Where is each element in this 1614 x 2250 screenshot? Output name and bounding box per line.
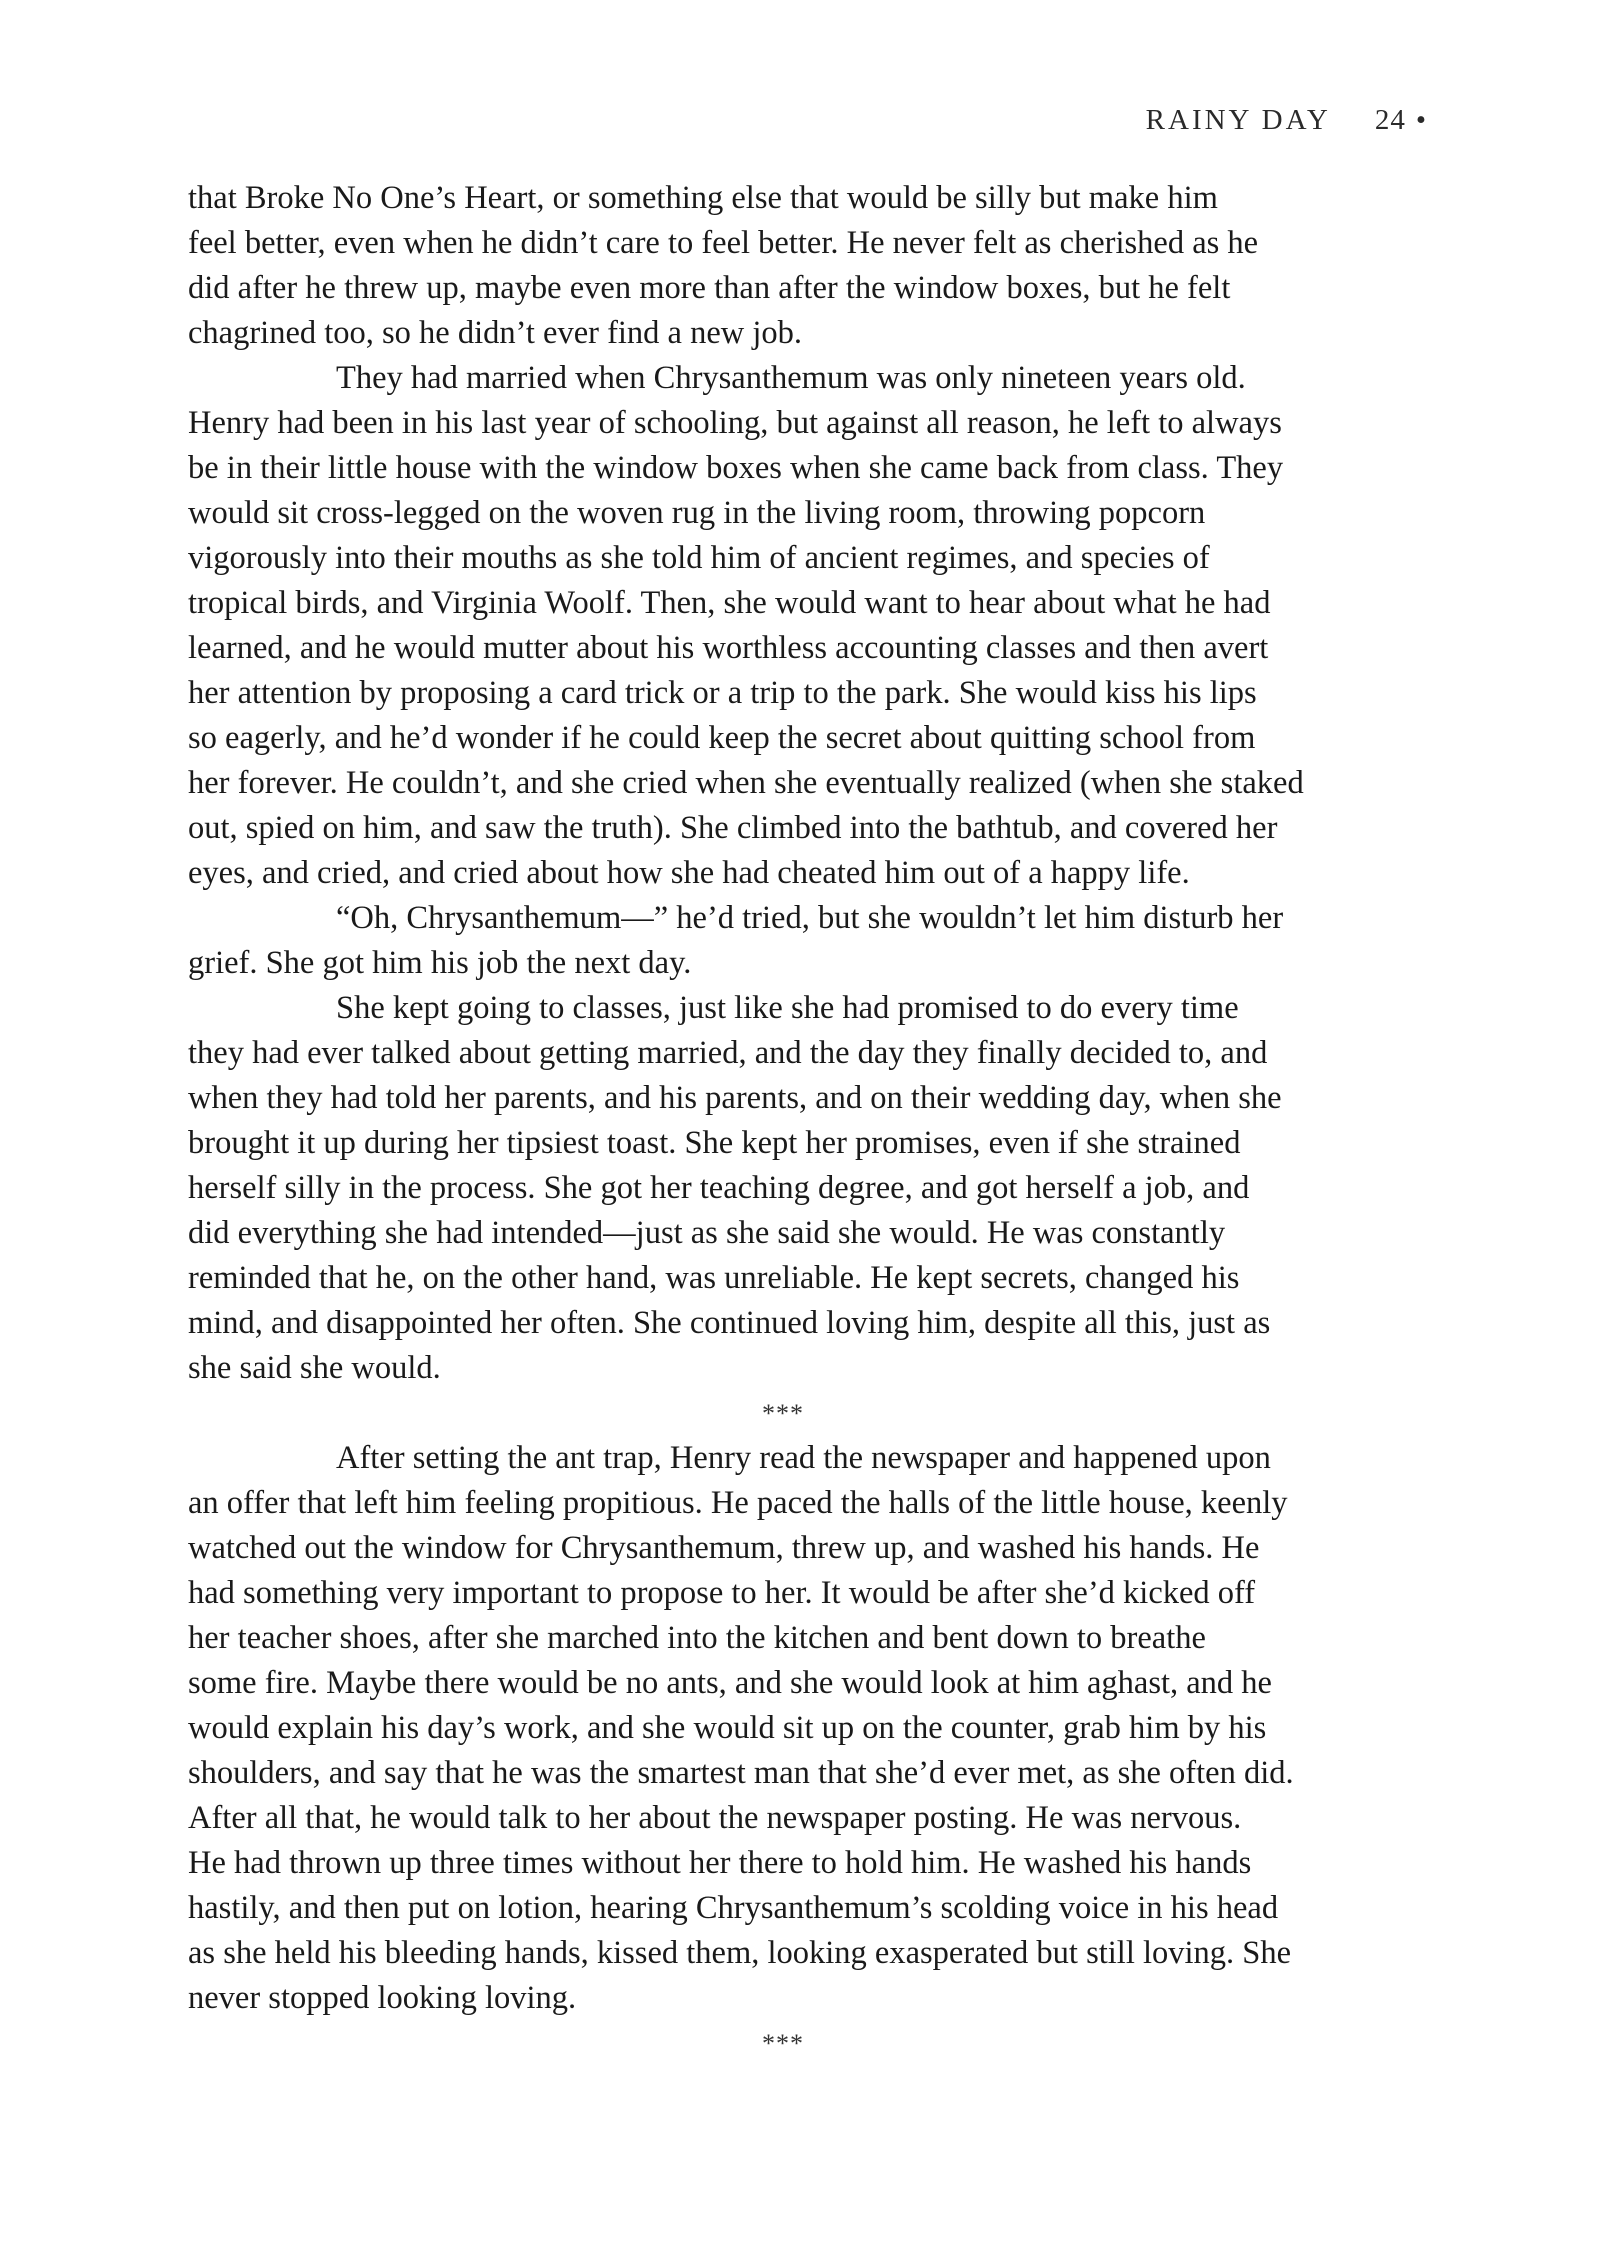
text-line: reminded that he, on the other hand, was unreliable. He kept secrets, changed his (188, 1260, 1240, 1296)
text-line: an offer that left him feeling propitious. He paced the halls of the little house, keenly (188, 1485, 1288, 1521)
text-line: did after he threw up, maybe even more than after the window boxes, but he felt (188, 270, 1231, 306)
text-line: grief. She got him his job the next day. (188, 945, 692, 981)
text-line: Henry had been in his last year of schooling, but against all reason, he left to always (188, 405, 1282, 441)
text-line: as she held his bleeding hands, kissed them, looking exasperated but still loving. She (188, 1935, 1292, 1971)
text-line: herself silly in the process. She got her teaching degree, and got herself a job, and (188, 1170, 1250, 1206)
text-line: feel better, even when he didn’t care to feel better. He never felt as cherished as he (188, 225, 1259, 261)
text-line: He had thrown up three times without her there to hold him. He washed his hands (188, 1845, 1252, 1881)
page-number: 24 (1374, 104, 1406, 136)
text-line: had something very important to propose to her. It would be after she’d kicked off (188, 1575, 1256, 1611)
text-line: did everything she had intended—just as she said she would. He was constantly (188, 1215, 1226, 1251)
text-line: watched out the window for Chrysanthemum, threw up, and washed his hands. He (188, 1530, 1260, 1566)
text-line: After all that, he would talk to her about the newspaper posting. He was nervous. (188, 1800, 1242, 1836)
section-break: *** (762, 2029, 804, 2058)
text-line: learned, and he would mutter about his worthless accounting classes and then avert (188, 630, 1269, 666)
text-line: that Broke No One’s Heart, or something else that would be silly but make him (188, 180, 1218, 216)
text-line: vigorously into their mouths as she told him of ancient regimes, and species of (188, 540, 1210, 576)
running-title: RAINY DAY (1145, 104, 1331, 136)
text-line: they had ever talked about getting married, and the day they finally decided to, and (188, 1035, 1268, 1071)
text-line: shoulders, and say that he was the smartest man that she’d ever met, as she often did. (188, 1755, 1294, 1791)
text-line: her forever. He couldn’t, and she cried when she eventually realized (when she staked (188, 765, 1304, 801)
text-line: hastily, and then put on lotion, hearing Chrysanthemum’s scolding voice in his head (188, 1890, 1279, 1926)
text-line: eyes, and cried, and cried about how she had cheated him out of a happy life. (188, 855, 1190, 891)
paragraph-first-line: After setting the ant trap, Henry read the newspaper and happened upon (336, 1440, 1271, 1476)
text-line: she said she would. (188, 1350, 441, 1386)
text-line: brought it up during her tipsiest toast. She kept her promises, even if she strained (188, 1125, 1241, 1161)
text-line: out, spied on him, and saw the truth). She climbed into the bathtub, and covered her (188, 810, 1278, 846)
section-break: *** (762, 1399, 804, 1428)
running-header (1146, 104, 1429, 137)
text-line: some fire. Maybe there would be no ants, and she would look at him aghast, and he (188, 1665, 1272, 1701)
text-line: be in their little house with the window boxes when she came back from class. They (188, 450, 1284, 486)
paragraph-first-line: She kept going to classes, just like she had promised to do every time (336, 990, 1239, 1026)
header-bullet: • (1415, 104, 1429, 136)
body-text (188, 176, 1438, 2066)
text-line: her attention by proposing a card trick or a trip to the park. She would kiss his lips (188, 675, 1257, 711)
text-line: would sit cross-legged on the woven rug in the living room, throwing popcorn (188, 495, 1206, 531)
text-line: never stopped looking loving. (188, 1980, 577, 2016)
text-line: mind, and disappointed her often. She continued loving him, despite all this, just as (188, 1305, 1271, 1341)
text-line: tropical birds, and Virginia Woolf. Then, she would want to hear about what he had (188, 585, 1271, 621)
text-line: chagrined too, so he didn’t ever find a new job. (188, 315, 803, 351)
text-line: so eagerly, and he’d wonder if he could keep the secret about quitting school from (188, 720, 1256, 756)
text-line: her teacher shoes, after she marched into the kitchen and bent down to breathe (188, 1620, 1206, 1656)
text-line: would explain his day’s work, and she would sit up on the counter, grab him by his (188, 1710, 1267, 1746)
paragraph-first-line: They had married when Chrysanthemum was only nineteen years old. (336, 360, 1246, 396)
text-line: when they had told her parents, and his parents, and on their wedding day, when she (188, 1080, 1282, 1116)
paragraph-first-line: “Oh, Chrysanthemum—” he’d tried, but she wouldn’t let him disturb her (336, 900, 1284, 936)
